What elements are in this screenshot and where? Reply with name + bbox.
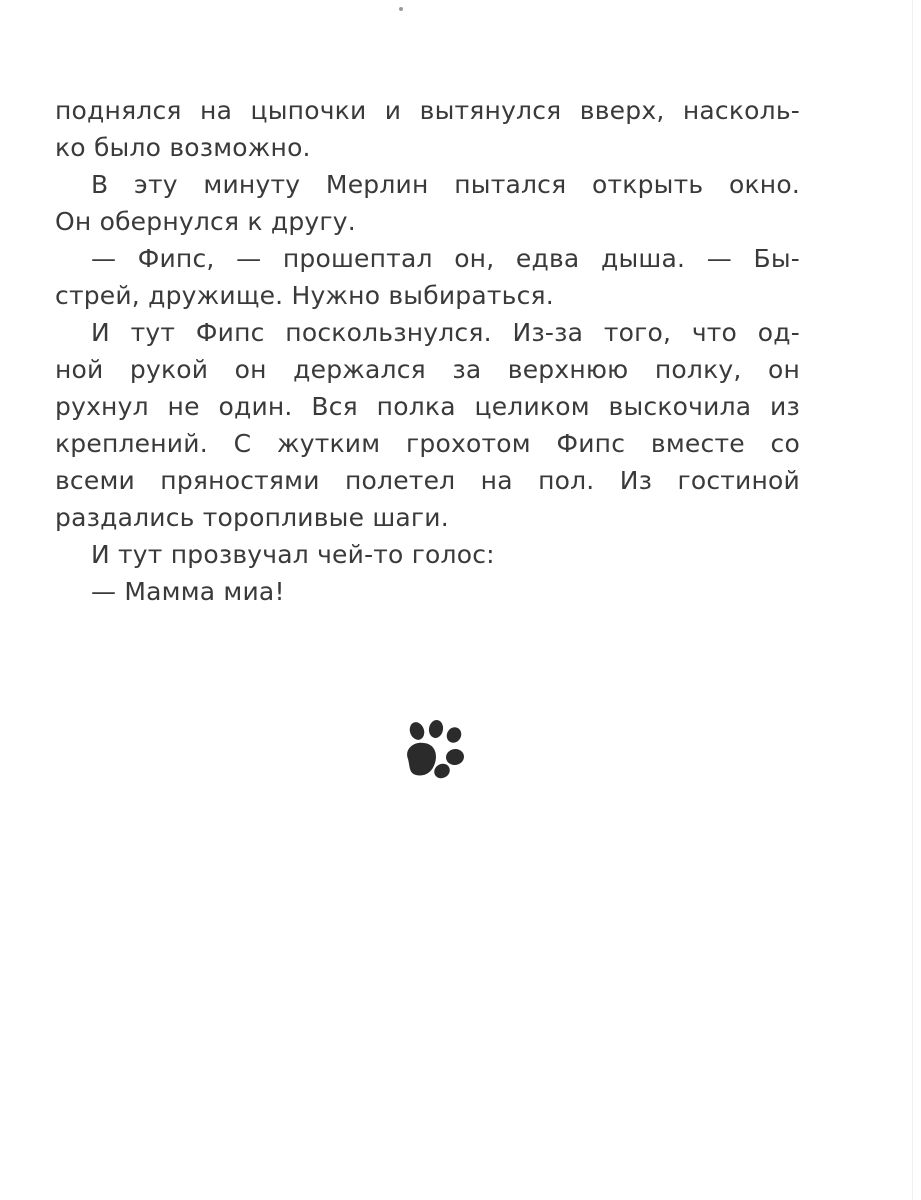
text-line: Он обернулся к другу. — [55, 207, 356, 236]
text-line: В эту минуту Мерлин пытался открыть окно. — [91, 170, 800, 199]
text-line: раздались торопливые шаги. — [55, 503, 449, 532]
paw-toe — [407, 720, 426, 742]
text-line: ной рукой он держался за верхнюю полку, он — [55, 355, 800, 384]
text-line: — Мамма миа! — [91, 577, 285, 606]
text-line: поднялся на цыпочки и вытянулся вверх, насколь- — [55, 96, 800, 125]
text-line: И тут Фипс поскользнулся. Из-за того, что од- — [91, 318, 800, 347]
paw-toe — [428, 719, 445, 739]
paw-print-icon — [400, 713, 474, 787]
story-text — [55, 92, 800, 610]
paw-toe — [444, 725, 464, 746]
text-line: ко было возможно. — [55, 133, 311, 162]
text-line: стрей, дружище. Нужно выбираться. — [55, 281, 554, 310]
text-line: — Фипс, — прошептал он, едва дыша. — Бы- — [91, 244, 800, 273]
page-edge — [912, 0, 913, 1200]
text-line: всеми пряностями полетел на пол. Из гостиной — [55, 466, 800, 495]
paw-main-pad — [407, 743, 436, 776]
text-line: креплений. С жутким грохотом Фипс вместе со — [55, 429, 800, 458]
paw-toe — [445, 748, 466, 767]
text-line: И тут прозвучал чей-то голос: — [91, 540, 495, 569]
print-speck — [399, 7, 403, 11]
paw-toe — [432, 761, 453, 781]
text-line: рухнул не один. Вся полка целиком выскочила из — [55, 392, 800, 421]
